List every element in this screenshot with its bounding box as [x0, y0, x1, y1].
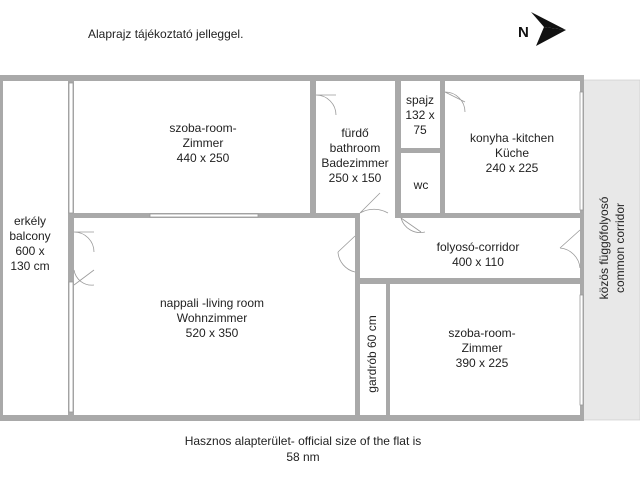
- kitchen-window: [580, 92, 583, 210]
- pantry-label-2: 132 x: [405, 108, 435, 122]
- wall-room-bathroom: [310, 81, 316, 218]
- room-label-corridor: [437, 240, 520, 269]
- living-label-2: Wohnzimmer: [176, 311, 248, 325]
- kitchen-label-2: Küche: [494, 146, 530, 160]
- room-window: [580, 295, 583, 405]
- outer-wall-left: [0, 75, 3, 421]
- top-room-label-3: 440 x 250: [176, 151, 230, 165]
- room-label-kitchen: [470, 131, 554, 175]
- living-label-1: nappali -living room: [159, 296, 265, 310]
- top-room-label-2: Zimmer: [182, 136, 224, 150]
- balcony-label-1: erkély: [13, 214, 47, 228]
- footer-line-2: 58 nm: [286, 450, 320, 464]
- top-room-label-1: szoba-room-: [169, 121, 237, 135]
- door-swing-living-corridor: [338, 236, 355, 272]
- top-room-window: [150, 214, 258, 217]
- room-label-wardrobe: gardrób 60 cm: [365, 315, 379, 393]
- wall-bathroom-pantry: [395, 81, 401, 218]
- room-label-balcony: [9, 214, 50, 273]
- wall-mid-right: [395, 213, 581, 218]
- bathroom-label-2: bathroom: [329, 141, 381, 155]
- wall-living-corridor: [355, 218, 360, 415]
- room-label-living: [160, 296, 264, 340]
- room-label-top-room: [169, 121, 236, 165]
- balcony-window-top: [69, 83, 73, 213]
- bottom-room-label-2: Zimmer: [461, 341, 503, 355]
- corridor-label-1: folyosó-corridor: [436, 240, 520, 254]
- living-label-3: 520 x 350: [185, 326, 239, 340]
- plan-note: Alaprajz tájékoztató jelleggel.: [88, 27, 244, 41]
- bathroom-label-3: Badezimmer: [321, 156, 389, 170]
- corridor-label-2: 400 x 110: [452, 255, 504, 269]
- door-swing-living: [74, 270, 94, 285]
- balcony-label-4: 130 cm: [10, 259, 50, 273]
- kitchen-label-3: 240 x 225: [485, 161, 539, 175]
- kitchen-label-1: konyha -kitchen: [469, 131, 555, 145]
- common-corridor-label-1: közös függőfolyosó: [597, 196, 611, 300]
- bathroom-label-1: fürdő: [341, 126, 369, 140]
- wall-corridor-room: [360, 278, 582, 284]
- wall-pantry-kitchen: [440, 81, 445, 218]
- balcony-door: [69, 282, 73, 412]
- door-swing-top-room: [316, 95, 336, 115]
- bathroom-label-4: 250 x 150: [328, 171, 382, 185]
- door-swing-balcony: [74, 232, 94, 252]
- balcony-label-2: balcony: [9, 229, 51, 243]
- door-swing-kitchen: [445, 92, 465, 112]
- common-corridor-area: [583, 80, 640, 420]
- footer-line-1: Hasznos alapterület- official size of the flat is: [184, 434, 422, 448]
- room-label-pantry: [405, 93, 434, 137]
- outer-wall-bottom: [0, 415, 583, 421]
- compass-letter: N: [518, 24, 529, 41]
- door-swing-bathroom: [360, 193, 388, 213]
- pantry-label-3: 75: [413, 123, 427, 137]
- room-label-wc: wc: [413, 178, 429, 192]
- pantry-label-1: spajz: [405, 93, 435, 107]
- wall-wardrobe: [386, 284, 390, 415]
- outer-wall-top: [0, 75, 583, 81]
- bottom-room-label-1: szoba-room-: [448, 326, 516, 340]
- wall-pantry-wc: [401, 148, 440, 153]
- wall-mid-left: [74, 213, 150, 218]
- room-label-bottom-room: [448, 326, 515, 370]
- footer-area-note: [185, 434, 422, 464]
- common-corridor-label-2: common corridor: [613, 202, 627, 294]
- balcony-label-3: 600 x: [15, 244, 45, 258]
- room-label-bathroom: [321, 126, 388, 185]
- door-swing-wc: [401, 218, 425, 233]
- bottom-room-label-3: 390 x 225: [455, 356, 509, 370]
- door-swing-corridor: [560, 230, 580, 268]
- compass-icon: [518, 12, 566, 46]
